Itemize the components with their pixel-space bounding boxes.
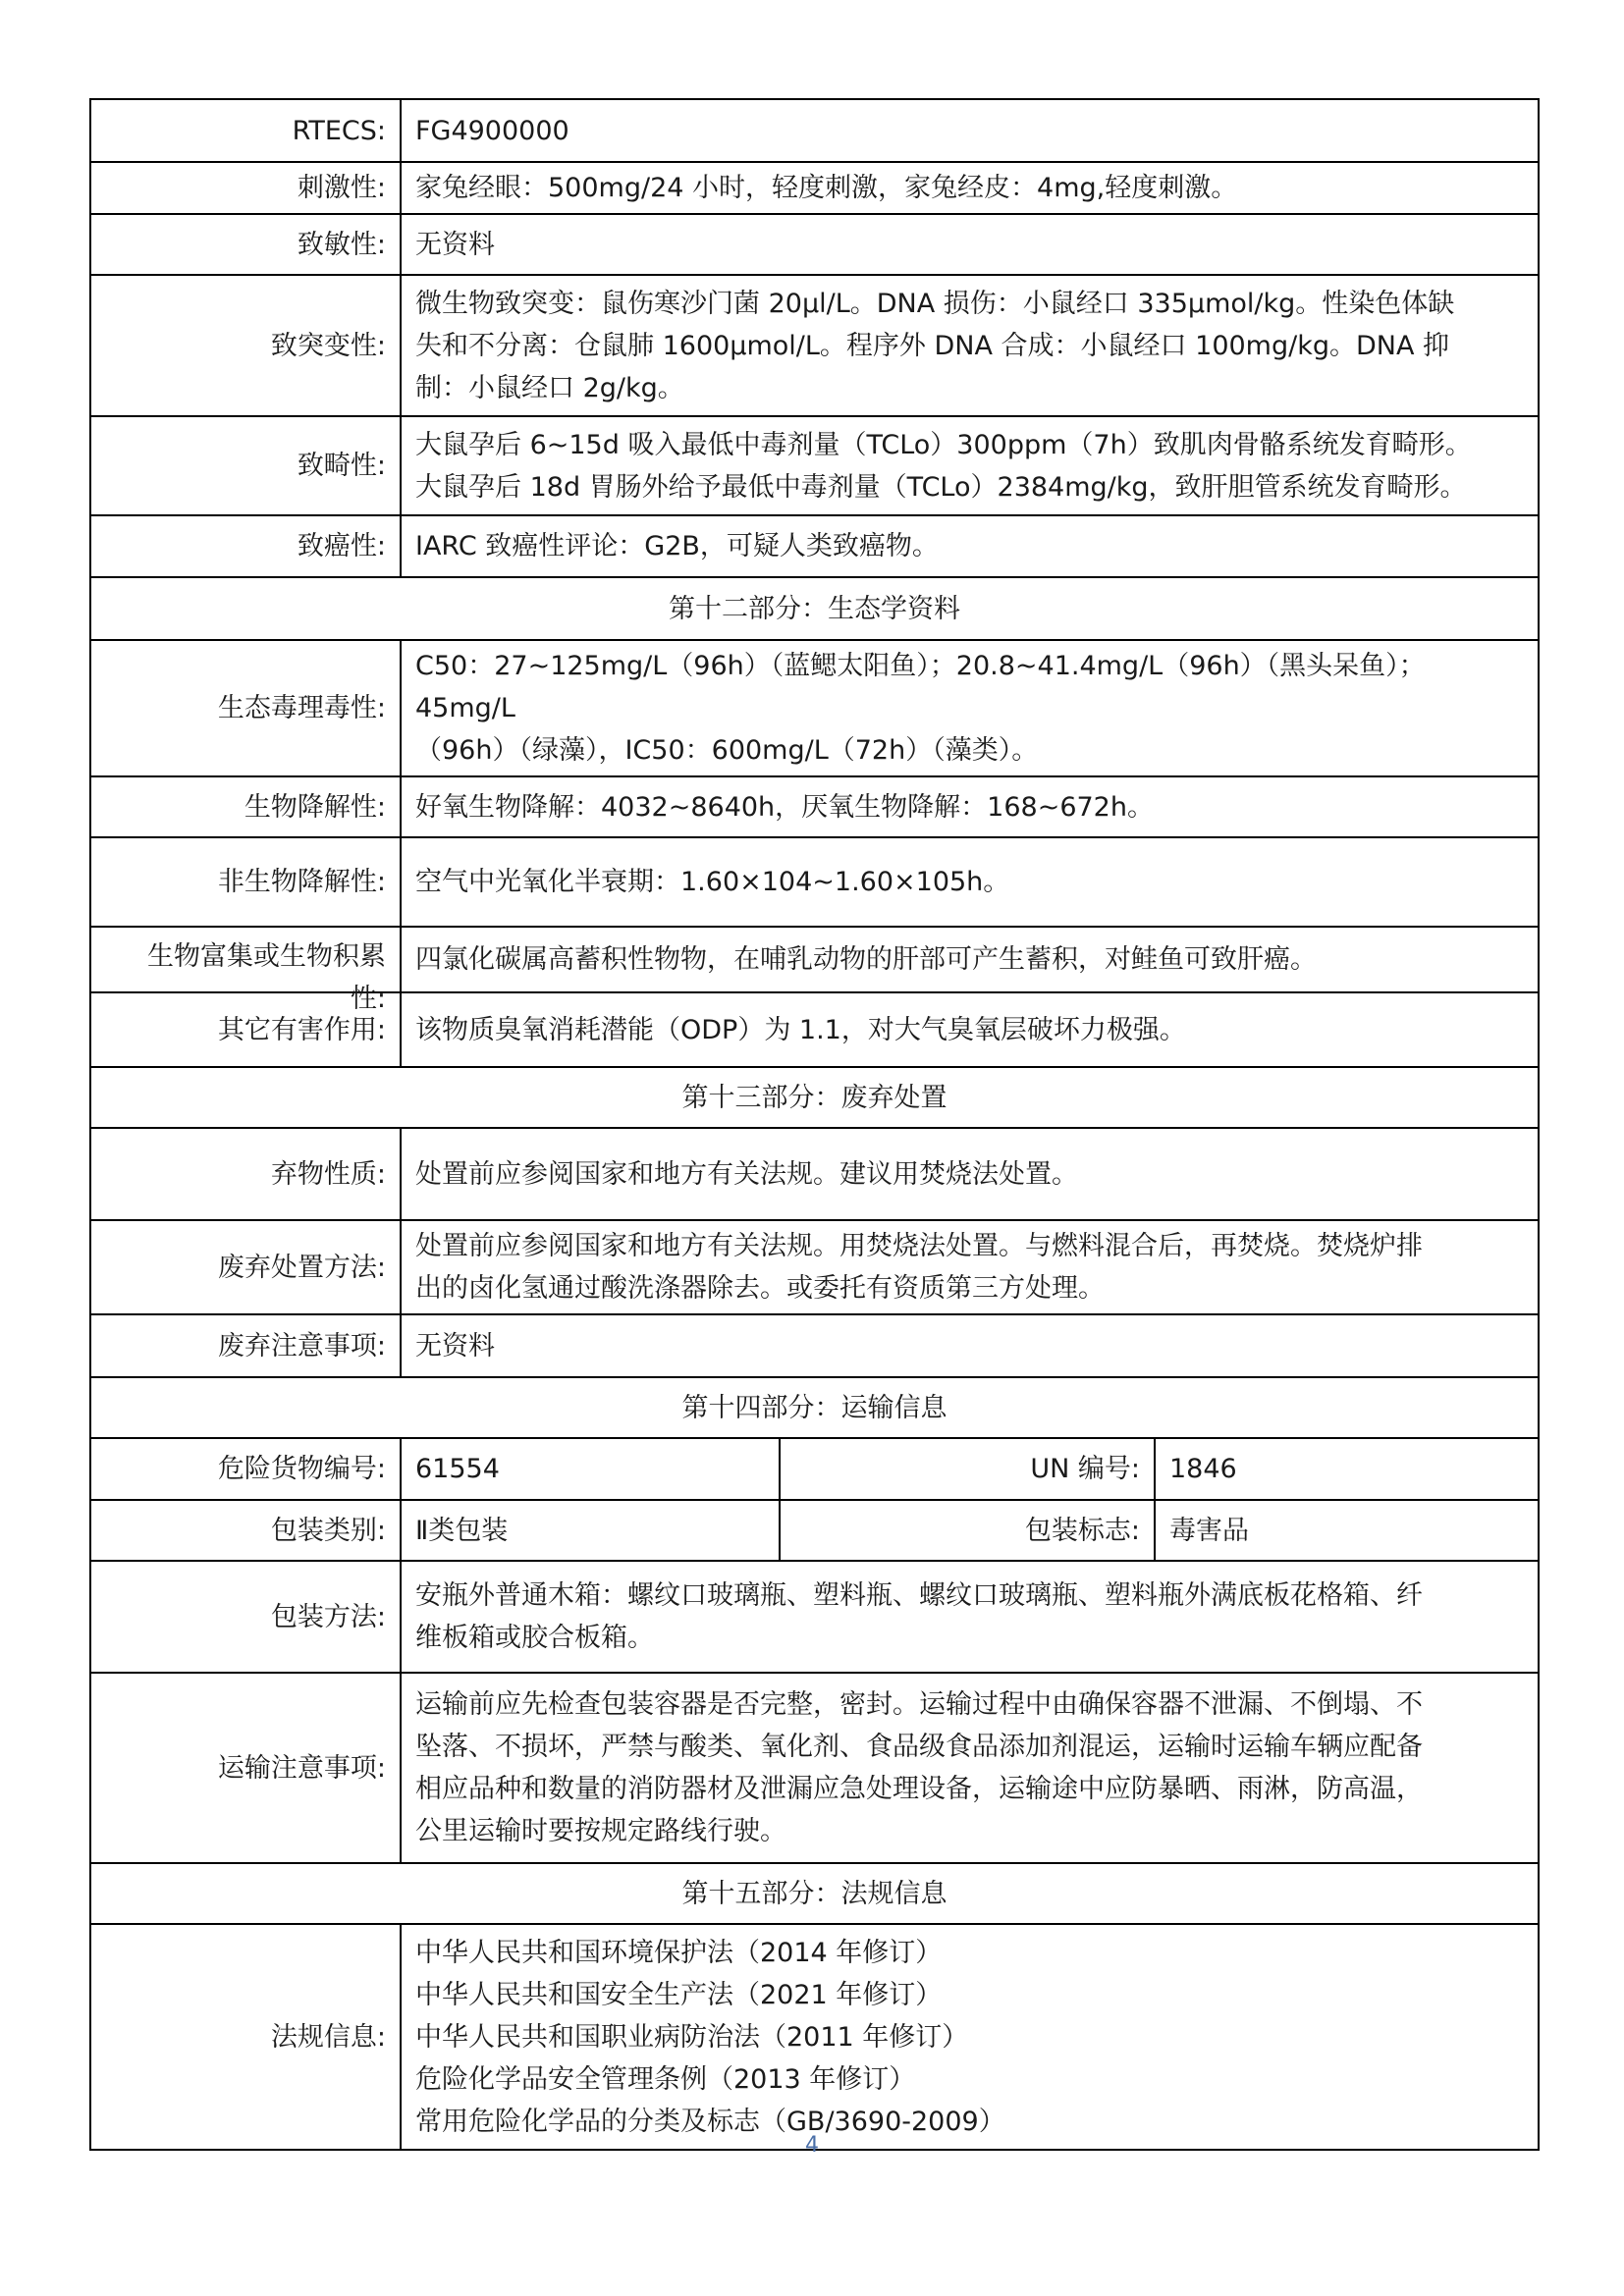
dangerous-goods-label: 危险货物编号:: [90, 1438, 401, 1500]
row-rtecs: [90, 99, 1539, 162]
irritation-label: 刺激性:: [90, 162, 401, 214]
ecotoxicity-label: 生态毒理毒性:: [90, 640, 401, 776]
transport-notes-line: 公里运输时要按规定路线行驶。: [415, 1816, 786, 1846]
irritation-value: 家兔经眼：500mg/24 小时，轻度刺激，家兔经皮：4mg,轻度刺激。: [401, 162, 1539, 214]
row-transport-notes: [90, 1673, 1539, 1863]
packing-mark-value: 毒害品: [1155, 1500, 1539, 1561]
row-disposal-method: [90, 1220, 1539, 1314]
row-mutagenicity: [90, 275, 1539, 416]
rtecs-label: RTECS:: [90, 99, 401, 162]
disposal-method-line: 出的卤化氢通过酸洗涤器除去。或委托有资质第三方处理。: [415, 1273, 1105, 1304]
un-number-value: 1846: [1155, 1438, 1539, 1500]
transport-notes-line: 相应品种和数量的消防器材及泄漏应急处理设备，运输途中应防暴晒、雨淋，防高温，: [415, 1774, 1423, 1804]
teratogenicity-label: 致畸性:: [90, 416, 401, 515]
regulation-item: 常用危险化学品的分类及标志（GB/3690-2009）: [415, 2106, 1005, 2137]
row-sensitization: [90, 214, 1539, 275]
carcinogenicity-value: IARC 致癌性评论：G2B，可疑人类致癌物。: [401, 515, 1539, 577]
regulations-label: 法规信息:: [90, 1924, 401, 2150]
row-bioaccumulation: [90, 927, 1539, 992]
bioaccumulation-value: 四氯化碳属高蓄积性物物，在哺乳动物的肝部可产生蓄积，对鲑鱼可致肝癌。: [401, 927, 1539, 992]
regulations-value: [401, 1924, 1539, 2150]
mutagenicity-line: 失和不分离：仓鼠肺 1600μmol/L。程序外 DNA 合成：小鼠经口 100mg/kg。DNA 抑: [415, 330, 1450, 361]
bioaccumulation-label-line: 性:: [350, 983, 386, 1014]
sensitization-label: 致敏性:: [90, 214, 401, 275]
carcinogenicity-label: 致癌性:: [90, 515, 401, 577]
packing-method-label: 包装方法:: [90, 1561, 401, 1673]
row-other-effects: [90, 992, 1539, 1067]
transport-notes-line: 运输前应先检查包装容器是否完整，密封。运输过程中由确保容器不泄漏、不倒塌、不: [415, 1689, 1423, 1720]
packing-group-value: Ⅱ类包装: [401, 1500, 780, 1561]
row-section-14: [90, 1377, 1539, 1438]
row-regulations: [90, 1924, 1539, 2150]
regulation-item: 危险化学品安全管理条例（2013 年修订）: [415, 2063, 916, 2095]
regulation-item: 中华人民共和国安全生产法（2021 年修订）: [415, 1979, 943, 2010]
section-12-heading: 第十二部分：生态学资料: [90, 577, 1539, 640]
ecotoxicity-line: C50：27~125mg/L（96h）（蓝鳃太阳鱼）；20.8~41.4mg/L（96h）（黑头呆鱼）；45mg/L: [415, 651, 1426, 723]
transport-notes-label: 运输注意事项:: [90, 1673, 401, 1863]
disposal-notes-label: 废弃注意事项:: [90, 1314, 401, 1377]
row-ecotoxicity: [90, 640, 1539, 776]
packing-method-value: [401, 1561, 1539, 1673]
disposal-method-line: 处置前应参阅国家和地方有关法规。用焚烧法处置。与燃料混合后，再焚烧。焚烧炉排: [415, 1231, 1423, 1261]
teratogenicity-line: 大鼠孕后 6~15d 吸入最低中毒剂量（TCLo）300ppm（7h）致肌肉骨骼系统发育畸形。: [415, 429, 1472, 460]
biodegradability-label: 生物降解性:: [90, 776, 401, 837]
packing-group-label: 包装类别:: [90, 1500, 401, 1561]
mutagenicity-value: [401, 275, 1539, 416]
section-15-heading: 第十五部分：法规信息: [90, 1863, 1539, 1924]
row-section-15: [90, 1863, 1539, 1924]
section-13-heading: 第十三部分：废弃处置: [90, 1067, 1539, 1128]
bioaccumulation-label-line: 生物富集或生物积累: [147, 940, 386, 972]
waste-nature-value: 处置前应参阅国家和地方有关法规。建议用焚烧法处置。: [401, 1128, 1539, 1220]
disposal-method-value: [401, 1220, 1539, 1314]
row-abiotic-degradation: [90, 837, 1539, 927]
row-section-12: [90, 577, 1539, 640]
abiotic-degradation-value: 空气中光氧化半衰期：1.60×104~1.60×105h。: [401, 837, 1539, 927]
dangerous-goods-value: 61554: [401, 1438, 780, 1500]
disposal-notes-value: 无资料: [401, 1314, 1539, 1377]
sensitization-value: 无资料: [401, 214, 1539, 275]
row-biodegradability: [90, 776, 1539, 837]
packing-mark-label: 包装标志:: [780, 1500, 1155, 1561]
biodegradability-value: 好氧生物降解：4032~8640h，厌氧生物降解：168~672h。: [401, 776, 1539, 837]
abiotic-degradation-label: 非生物降解性:: [90, 837, 401, 927]
mutagenicity-line: 微生物致突变：鼠伤寒沙门菌 20μl/L。DNA 损伤：小鼠经口 335μmol/kg。性染色体缺: [415, 288, 1455, 319]
rtecs-value: FG4900000: [401, 99, 1539, 162]
row-irritation: [90, 162, 1539, 214]
row-packing-method: [90, 1561, 1539, 1673]
row-dangerous-goods: [90, 1438, 1539, 1500]
un-number-label: UN 编号:: [780, 1438, 1155, 1500]
waste-nature-label: 弃物性质:: [90, 1128, 401, 1220]
other-effects-label: 其它有害作用:: [90, 992, 401, 1067]
ecotoxicity-line: （96h）（绿藻），IC50：600mg/L（72h）（藻类）。: [415, 735, 1039, 766]
mutagenicity-label: 致突变性:: [90, 275, 401, 416]
teratogenicity-line: 大鼠孕后 18d 胃肠外给予最低中毒剂量（TCLo）2384mg/kg，致肝胆管系统发育畸形。: [415, 471, 1467, 503]
row-teratogenicity: [90, 416, 1539, 515]
sds-table: [89, 98, 1540, 2151]
disposal-method-label: 废弃处置方法:: [90, 1220, 401, 1314]
packing-method-line: 维板箱或胶合板箱。: [415, 1623, 654, 1653]
bioaccumulation-label: [90, 927, 401, 1014]
transport-notes-line: 坠落、不损坏，严禁与酸类、氧化剂、食品级食品添加剂混运，运输时运输车辆应配备: [415, 1732, 1423, 1762]
row-packing-group: [90, 1500, 1539, 1561]
page-number: 4: [805, 2133, 819, 2158]
transport-notes-value: [401, 1673, 1539, 1863]
row-section-13: [90, 1067, 1539, 1128]
row-carcinogenicity: [90, 515, 1539, 577]
mutagenicity-line: 制：小鼠经口 2g/kg。: [415, 372, 684, 403]
row-disposal-notes: [90, 1314, 1539, 1377]
teratogenicity-value: [401, 416, 1539, 515]
other-effects-value: 该物质臭氧消耗潜能（ODP）为 1.1，对大气臭氧层破坏力极强。: [401, 992, 1539, 1067]
regulation-item: 中华人民共和国职业病防治法（2011 年修订）: [415, 2021, 969, 2053]
packing-method-line: 安瓶外普通木箱：螺纹口玻璃瓶、塑料瓶、螺纹口玻璃瓶、塑料瓶外满底板花格箱、纤: [415, 1580, 1423, 1611]
ecotoxicity-value: [401, 640, 1539, 776]
row-waste-nature: [90, 1128, 1539, 1220]
regulation-item: 中华人民共和国环境保护法（2014 年修订）: [415, 1937, 943, 1968]
section-14-heading: 第十四部分：运输信息: [90, 1377, 1539, 1438]
